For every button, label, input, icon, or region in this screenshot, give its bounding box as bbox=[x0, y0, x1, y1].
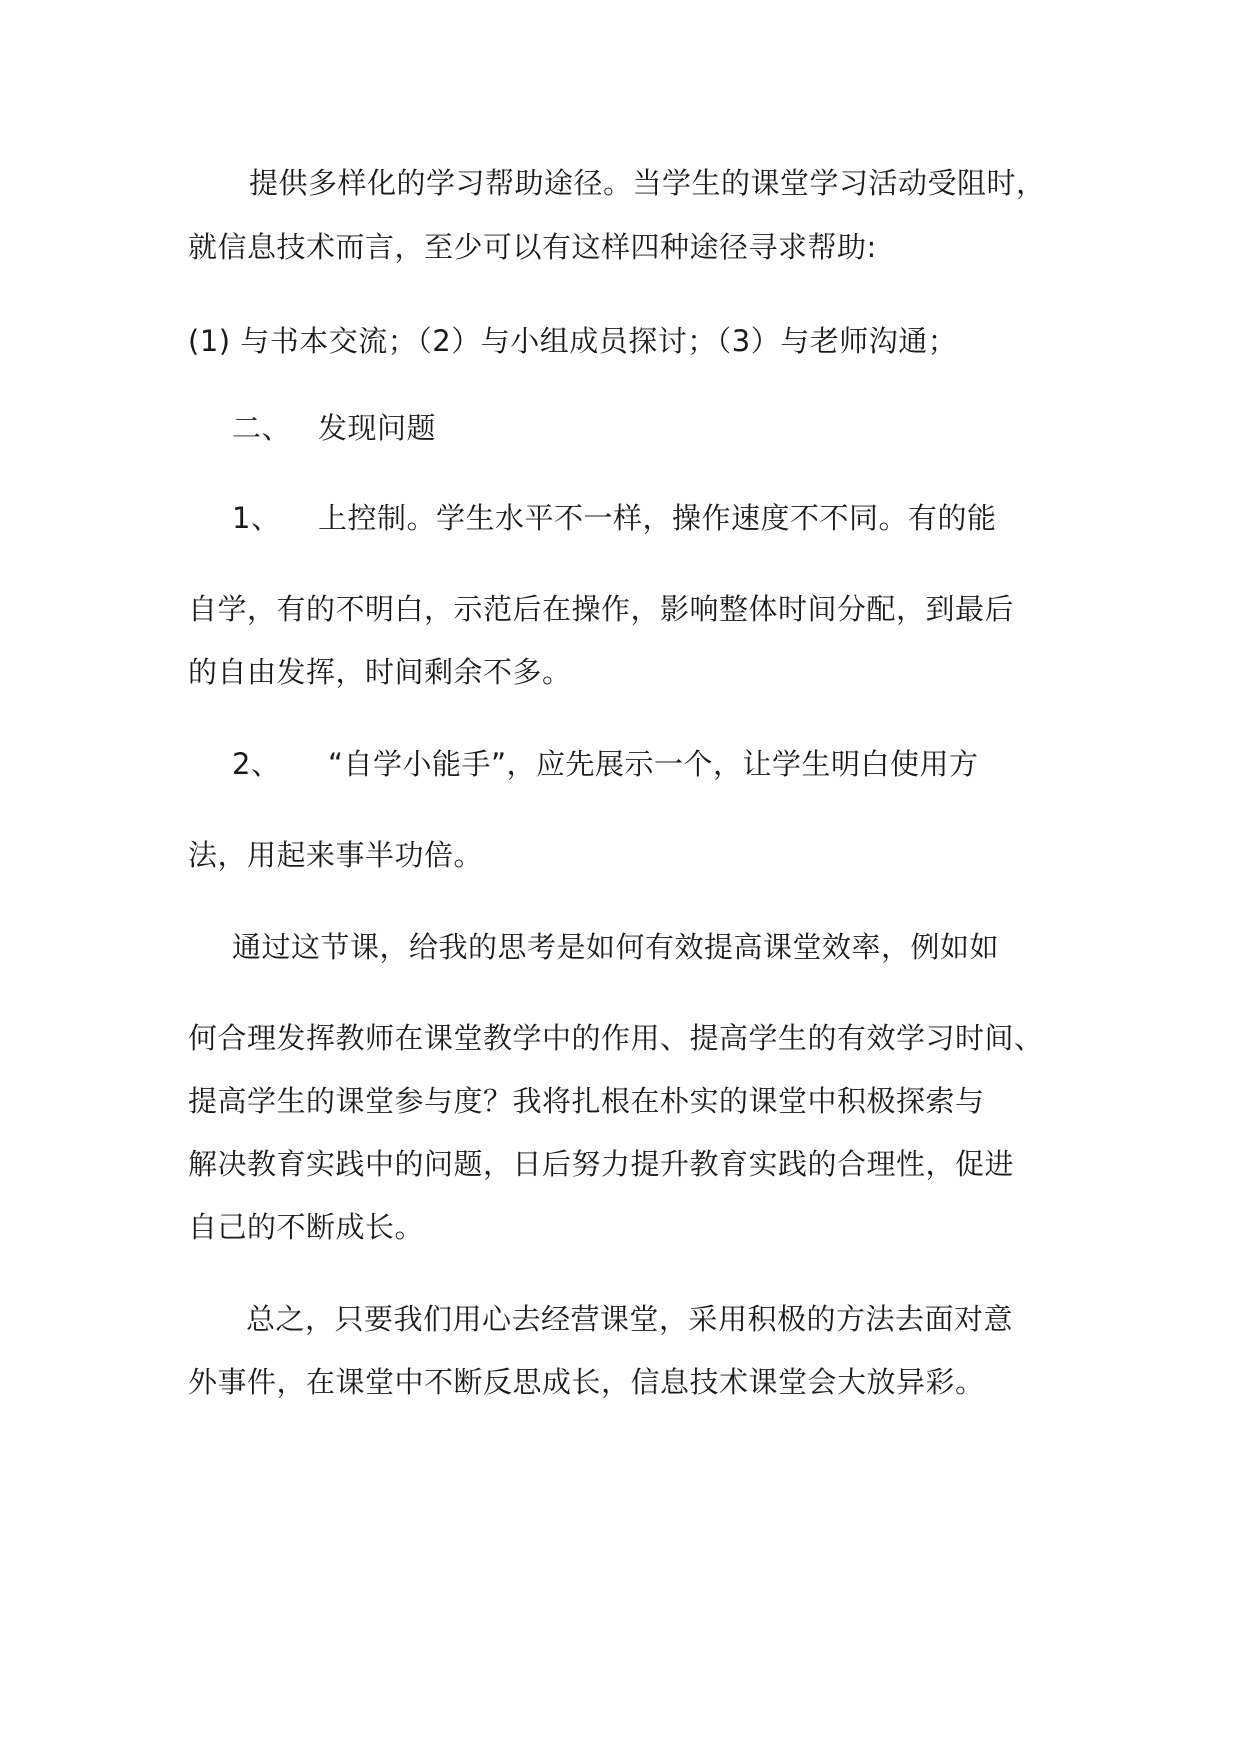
section-heading bbox=[232, 409, 436, 447]
section-heading-title: 发现问题 bbox=[318, 411, 437, 445]
paragraph-2-line-5: 自己的不断成长。 bbox=[188, 1210, 425, 1244]
item-2-number: 2、 bbox=[232, 747, 281, 781]
item-2-line-1 bbox=[232, 745, 979, 783]
item-1-line-3: 的自由发挥，时间剩余不多。 bbox=[188, 655, 572, 689]
list-line: (1) 与书本交流；（2）与小组成员探讨；（3）与老师沟通； bbox=[188, 324, 958, 358]
paragraph-1-line-2: 就信息技术而言，至少可以有这样四种途径寻求帮助: bbox=[188, 230, 877, 264]
paragraph-3-line-2: 外事件，在课堂中不断反思成长，信息技术课堂会大放异彩。 bbox=[188, 1365, 985, 1399]
paragraph-2-line-2: 何合理发挥教师在课堂教学中的作用、提高学生的有效学习时间、 bbox=[188, 1021, 1044, 1055]
item-1-line-2: 自学，有的不明白，示范后在操作，影响整体时间分配，到最后 bbox=[188, 592, 1015, 626]
paragraph-1-line-1: 提供多样化的学习帮助途径。当学生的课堂学习活动受阻时， bbox=[249, 166, 1046, 200]
paragraph-2-line-1: 通过这节课，给我的思考是如何有效提高课堂效率，例如如 bbox=[232, 930, 1000, 964]
item-1-number: 1、 bbox=[232, 501, 281, 535]
item-1-line-1 bbox=[232, 499, 997, 537]
section-heading-number: 二、 bbox=[232, 411, 292, 445]
paragraph-2-line-3: 提高学生的课堂参与度？我将扎根在朴实的课堂中积极探索与 bbox=[188, 1084, 985, 1118]
paragraph-3-line-1: 总之，只要我们用心去经营课堂，采用积极的方法去面对意 bbox=[246, 1302, 1014, 1336]
item-1-text: 上控制。学生水平不一样，操作速度不不同。有的能 bbox=[318, 501, 997, 535]
paragraph-2-line-4: 解决教育实践中的问题，日后努力提升教育实践的合理性，促进 bbox=[188, 1147, 1015, 1181]
item-2-line-2: 法，用起来事半功倍。 bbox=[188, 838, 484, 872]
item-2-text: “自学小能手”，应先展示一个，让学生明白使用方 bbox=[328, 747, 979, 781]
